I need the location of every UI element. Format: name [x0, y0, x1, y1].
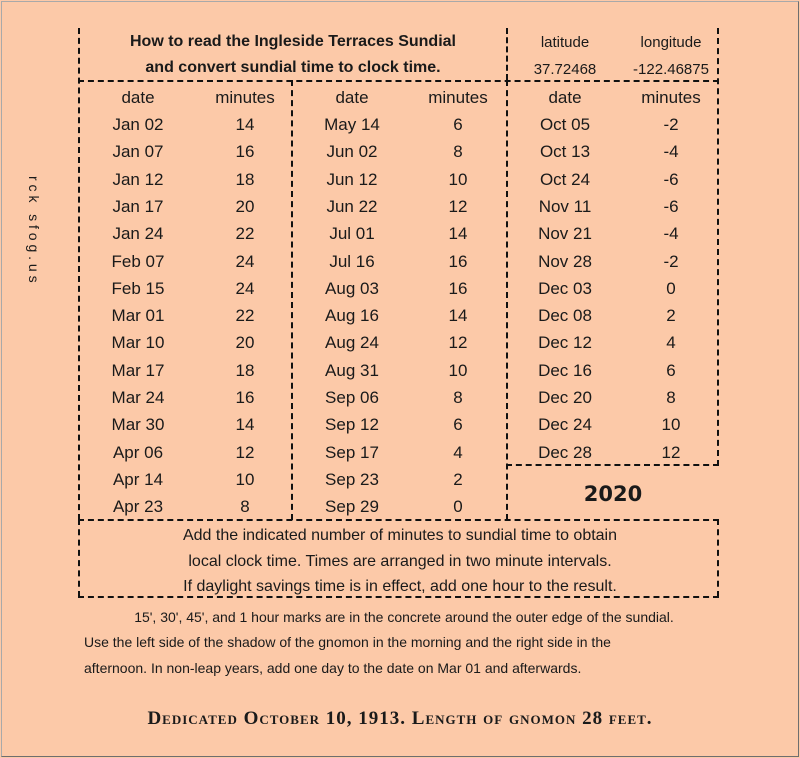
table-date-cell: Dec 03	[538, 279, 592, 298]
table-date-cell: Aug 16	[325, 306, 379, 325]
table-minutes-cell: 4	[666, 333, 676, 352]
table-minutes-cell: -2	[663, 115, 679, 134]
table-minutes-cell: 2	[453, 470, 463, 489]
table-date-cell: Sep 23	[325, 470, 379, 489]
longitude-label: longitude	[640, 34, 702, 51]
dedication: Dedicated October 10, 1913. Length of gnomon 28 feet.	[147, 708, 653, 729]
table-date-cell: Dec 28	[538, 443, 592, 462]
instructions-top-border	[78, 519, 719, 521]
note-line-1: 15', 30', 45', and 1 hour marks are in the concrete around the outer edge of the sundial.	[134, 609, 674, 625]
table-minutes-cell: 14	[235, 415, 255, 434]
table-minutes-cell: 10	[448, 361, 468, 380]
table-minutes-cell: -4	[663, 142, 679, 161]
table-date-cell: Nov 21	[538, 224, 592, 243]
table-date-cell: Jul 16	[329, 252, 375, 271]
table-date-cell: Dec 12	[538, 333, 592, 352]
longitude-value: -122.46875	[633, 61, 709, 78]
table-minutes-cell: 20	[235, 333, 255, 352]
table-minutes-cell: 6	[453, 415, 463, 434]
table-minutes-cell: -4	[663, 224, 679, 243]
table-minutes-cell: 16	[448, 252, 468, 271]
table-date-cell: Aug 03	[325, 279, 379, 298]
table-minutes-cell: -6	[663, 197, 679, 216]
table-minutes-cell: 10	[661, 415, 681, 434]
table-date-cell: Mar 10	[111, 333, 165, 352]
table-date-cell: Aug 31	[325, 361, 379, 380]
table-date-cell: Nov 28	[538, 252, 592, 271]
table-minutes-cell: 24	[235, 252, 255, 271]
table-minutes-cell: 12	[448, 333, 468, 352]
table-date-cell: Dec 24	[538, 415, 592, 434]
table-minutes-cell: 18	[235, 170, 255, 189]
table-minutes-cell: -6	[663, 170, 679, 189]
table-minutes-cell: 20	[235, 197, 255, 216]
col2-date-header: date	[335, 88, 369, 107]
note-line-3: afternoon. In non-leap years, add one day to the date on Mar 01 and afterwards.	[84, 660, 582, 676]
title-line-2: and convert sundial time to clock time.	[145, 59, 441, 76]
col1-minutes-header: minutes	[215, 88, 275, 107]
instructions-bottom-border	[78, 596, 719, 598]
col1-date-header: date	[121, 88, 155, 107]
table-date-cell: Mar 01	[111, 306, 165, 325]
column3-bottom-divider	[506, 464, 719, 466]
table-date-cell: Dec 08	[538, 306, 592, 325]
table-minutes-cell: 24	[235, 279, 255, 298]
table-minutes-cell: 14	[448, 224, 468, 243]
col3-date-header: date	[548, 88, 582, 107]
table-minutes-cell: 8	[666, 388, 676, 407]
table-date-cell: Sep 17	[325, 443, 379, 462]
table-minutes-cell: 16	[448, 279, 468, 298]
table-date-cell: Apr 14	[112, 470, 164, 489]
table-minutes-cell: 22	[235, 306, 255, 325]
table-minutes-cell: 8	[453, 142, 463, 161]
table-date-cell: Mar 30	[111, 415, 165, 434]
table-minutes-cell: 14	[235, 115, 255, 134]
table-minutes-cell: 16	[235, 142, 255, 161]
table-minutes-cell: 16	[235, 388, 255, 407]
latitude-label: latitude	[540, 34, 590, 51]
table-minutes-cell: 0	[666, 279, 676, 298]
table-date-cell: Feb 15	[111, 279, 165, 298]
instruction-line-1: Add the indicated number of minutes to sundial time to obtain	[182, 527, 618, 544]
table-date-cell: Apr 06	[112, 443, 164, 462]
table-date-cell: Jan 07	[112, 142, 164, 161]
table-minutes-cell: -2	[663, 252, 679, 271]
table-date-cell: Jan 24	[112, 224, 164, 243]
table-minutes-cell: 10	[448, 170, 468, 189]
table-minutes-cell: 22	[235, 224, 255, 243]
table-date-cell: Feb 07	[111, 252, 165, 271]
col2-minutes-header: minutes	[428, 88, 488, 107]
instruction-line-3: If daylight savings time is in effect, add one hour to the result.	[183, 578, 617, 595]
table-minutes-cell: 8	[453, 388, 463, 407]
table-minutes-cell: 8	[240, 497, 250, 516]
table-date-cell: Mar 24	[111, 388, 165, 407]
table-minutes-cell: 12	[661, 443, 681, 462]
table-minutes-cell: 12	[448, 197, 468, 216]
instruction-line-2: local clock time. Times are arranged in two minute intervals.	[188, 553, 612, 570]
column-divider-2	[506, 80, 508, 520]
table-date-cell: Apr 23	[112, 497, 164, 516]
table-date-cell: Jan 02	[112, 115, 164, 134]
table-date-cell: Oct 24	[539, 170, 591, 189]
table-minutes-cell: 6	[453, 115, 463, 134]
table-date-cell: Sep 29	[325, 497, 379, 516]
table-date-cell: Jul 01	[329, 224, 375, 243]
note-line-2: Use the left side of the shadow of the gnomon in the morning and the right side in the	[84, 634, 611, 650]
table-date-cell: Oct 05	[539, 115, 591, 134]
table-date-cell: Jun 02	[326, 142, 378, 161]
table-minutes-cell: 12	[235, 443, 255, 462]
table-date-cell: Sep 12	[325, 415, 379, 434]
header-divider	[78, 80, 719, 82]
table-date-cell: Aug 24	[325, 333, 379, 352]
table-minutes-cell: 0	[453, 497, 463, 516]
table-date-cell: Jan 17	[112, 197, 164, 216]
title-line-1: How to read the Ingleside Terraces Sundial	[129, 33, 456, 50]
year-label: 2020	[583, 482, 643, 506]
table-minutes-cell: 10	[235, 470, 255, 489]
table-left-border	[78, 28, 80, 520]
column-divider-1	[291, 80, 293, 520]
table-minutes-cell: 4	[453, 443, 463, 462]
table-date-cell: Mar 17	[111, 361, 165, 380]
table-minutes-cell: 6	[666, 361, 676, 380]
col3-minutes-header: minutes	[641, 88, 701, 107]
table-date-cell: Dec 16	[538, 361, 592, 380]
table-minutes-cell: 18	[235, 361, 255, 380]
table-date-cell: Jun 12	[326, 170, 378, 189]
side-watermark-text: r c k s f o g . u s	[26, 176, 42, 283]
table-date-cell: Nov 11	[538, 197, 592, 216]
table-date-cell: Jun 22	[326, 197, 378, 216]
table-date-cell: Dec 20	[538, 388, 592, 407]
table-date-cell: Jan 12	[112, 170, 164, 189]
side-watermark	[20, 176, 48, 476]
title-right-divider	[506, 28, 508, 80]
table-minutes-cell: 2	[666, 306, 676, 325]
table-date-cell: May 14	[324, 115, 380, 134]
table-right-border	[717, 28, 719, 466]
latitude-value: 37.72468	[533, 61, 597, 78]
table-minutes-cell: 14	[448, 306, 468, 325]
table-date-cell: Oct 13	[539, 142, 591, 161]
table-date-cell: Sep 06	[325, 388, 379, 407]
